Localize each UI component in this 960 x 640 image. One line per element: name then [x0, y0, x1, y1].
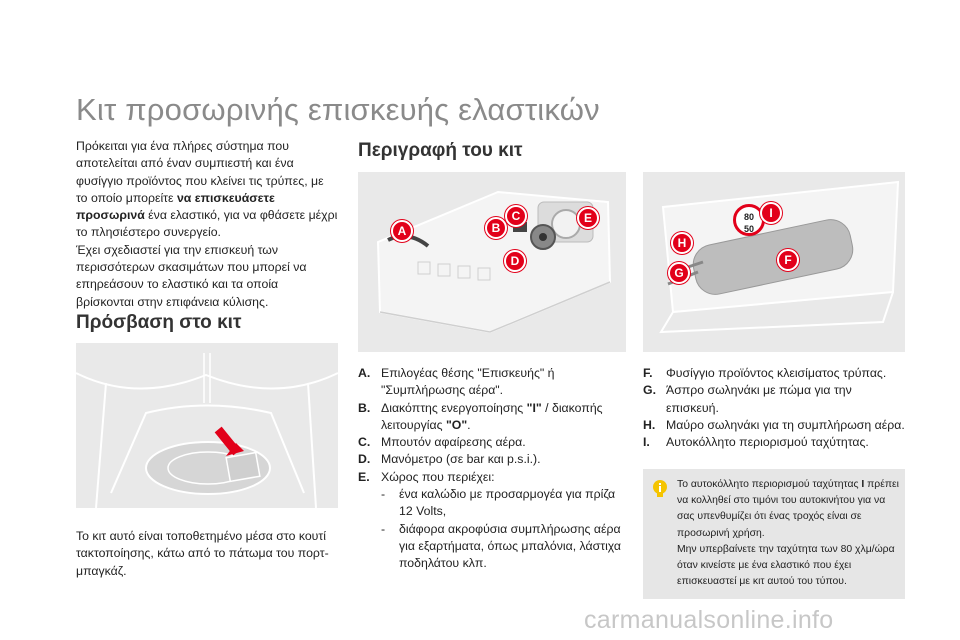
list-item-d: D. Μανόμετρο (σε bar και p.s.i.).: [358, 452, 541, 467]
callout-c: C: [505, 205, 527, 227]
callout-e: E: [577, 207, 599, 229]
list-subitem: - ένα καλώδιο με προσαρμογέα για πρίζα 12 Volts,: [381, 487, 616, 519]
list-item-b: B. Διακόπτης ενεργοποίησης "I" / διακοπής λειτουργίας "O".: [358, 400, 603, 432]
list-item-a: A. Επιλογέας θέσης "Επισκευής" ή "Συμπλήρωσης αέρα".: [358, 366, 555, 398]
intro-part2: ένα ελαστικό, για να φθάσετε μέχρι το πλησιέστερο συνεργείο.: [76, 208, 338, 240]
page-title: Κιτ προσωρινής επισκευής ελαστικών: [76, 92, 600, 127]
intro-text: [76, 138, 338, 311]
info-box: [643, 469, 905, 599]
callout-h: H: [671, 232, 693, 254]
trunk-drawing: [76, 343, 338, 508]
list-item-f: F. Φυσίγγιο προϊόντος κλεισίματος τρύπας.: [643, 366, 887, 380]
callout-f: F: [777, 249, 799, 271]
list-item-e: E. Χώρος που περιέχει:: [358, 469, 495, 484]
callout-d: D: [504, 250, 526, 272]
access-heading: Πρόσβαση στο κιτ: [76, 312, 242, 333]
trunk-illustration: [76, 343, 338, 508]
components-list-right: [643, 365, 905, 451]
intro-bold: να επισκευάσετε προσωρινά: [76, 190, 275, 223]
components-list-left: [358, 365, 628, 573]
access-note: Το κιτ αυτό είναι τοποθετημένο μέσα στο κουτί τακτοποίησης, κάτω από το πάτωμα του πορτ-μπαγκάζ.: [76, 529, 329, 578]
watermark: carmanualsonline.info: [584, 606, 834, 634]
info-text: Το αυτοκόλλητο περιορισμού ταχύτητας I πρέπει να κολληθεί στο τιμόνι του αυτοκινήτου για να σας υπενθυμίζει ότι ένας τροχός είναι σε προσωρινή χρήση. Μην υπερβαίνετε την ταχύτητα των 80 χλμ/ώρα όταν κινείστε με ένα ελαστικό που έχει επισκευαστεί με κιτ αυτού του τύπου.: [677, 479, 899, 588]
intro-part1: Πρόκειται για ένα πλήρες σύστημα που αποτελείται από έναν συμπιεστή και ένα φυσίγγιο προϊόντος που κλείνει τις τρύπες, με το οποίο μπορείτε: [76, 139, 324, 205]
kit-inside-illustration: [643, 172, 905, 352]
callout-a: A: [391, 220, 413, 242]
intro-part3: Έχει σχεδιαστεί για την επισκευή των περισσότερων σκασιμάτων που μπορεί να επηρεάσουν το ελαστικό και τα οποία βρίσκονται στην επιφάνεια κύλισης.: [76, 242, 307, 309]
callout-i: I: [760, 202, 782, 224]
speed-limit-value-secondary: 50: [743, 224, 754, 234]
list-item-i: I. Αυτοκόλλητο περιορισμού ταχύτητας.: [643, 435, 869, 450]
list-subitem: - διάφορα ακροφύσια συμπλήρωσης αέρα για εξαρτήματα, όπως μπαλόνια, λάστιχα ποδηλάτου κλπ.: [381, 521, 622, 571]
kit-drawing: [358, 172, 626, 352]
list-item-h: H. Μαύρο σωληνάκι για τη συμπλήρωση αέρα.: [643, 417, 905, 432]
speed-limit-value: 80: [743, 212, 754, 222]
description-heading: Περιγραφή του κιτ: [358, 140, 523, 161]
info-bulb-icon: [652, 479, 668, 499]
list-item-c: C. Μπουτόν αφαίρεσης αέρα.: [358, 435, 526, 450]
kit-illustration: [358, 172, 626, 352]
callout-b: B: [485, 217, 507, 239]
callout-g: G: [668, 262, 690, 284]
list-item-g: G. Άσπρο σωληνάκι με πώμα για την επισκευή.: [643, 383, 852, 415]
